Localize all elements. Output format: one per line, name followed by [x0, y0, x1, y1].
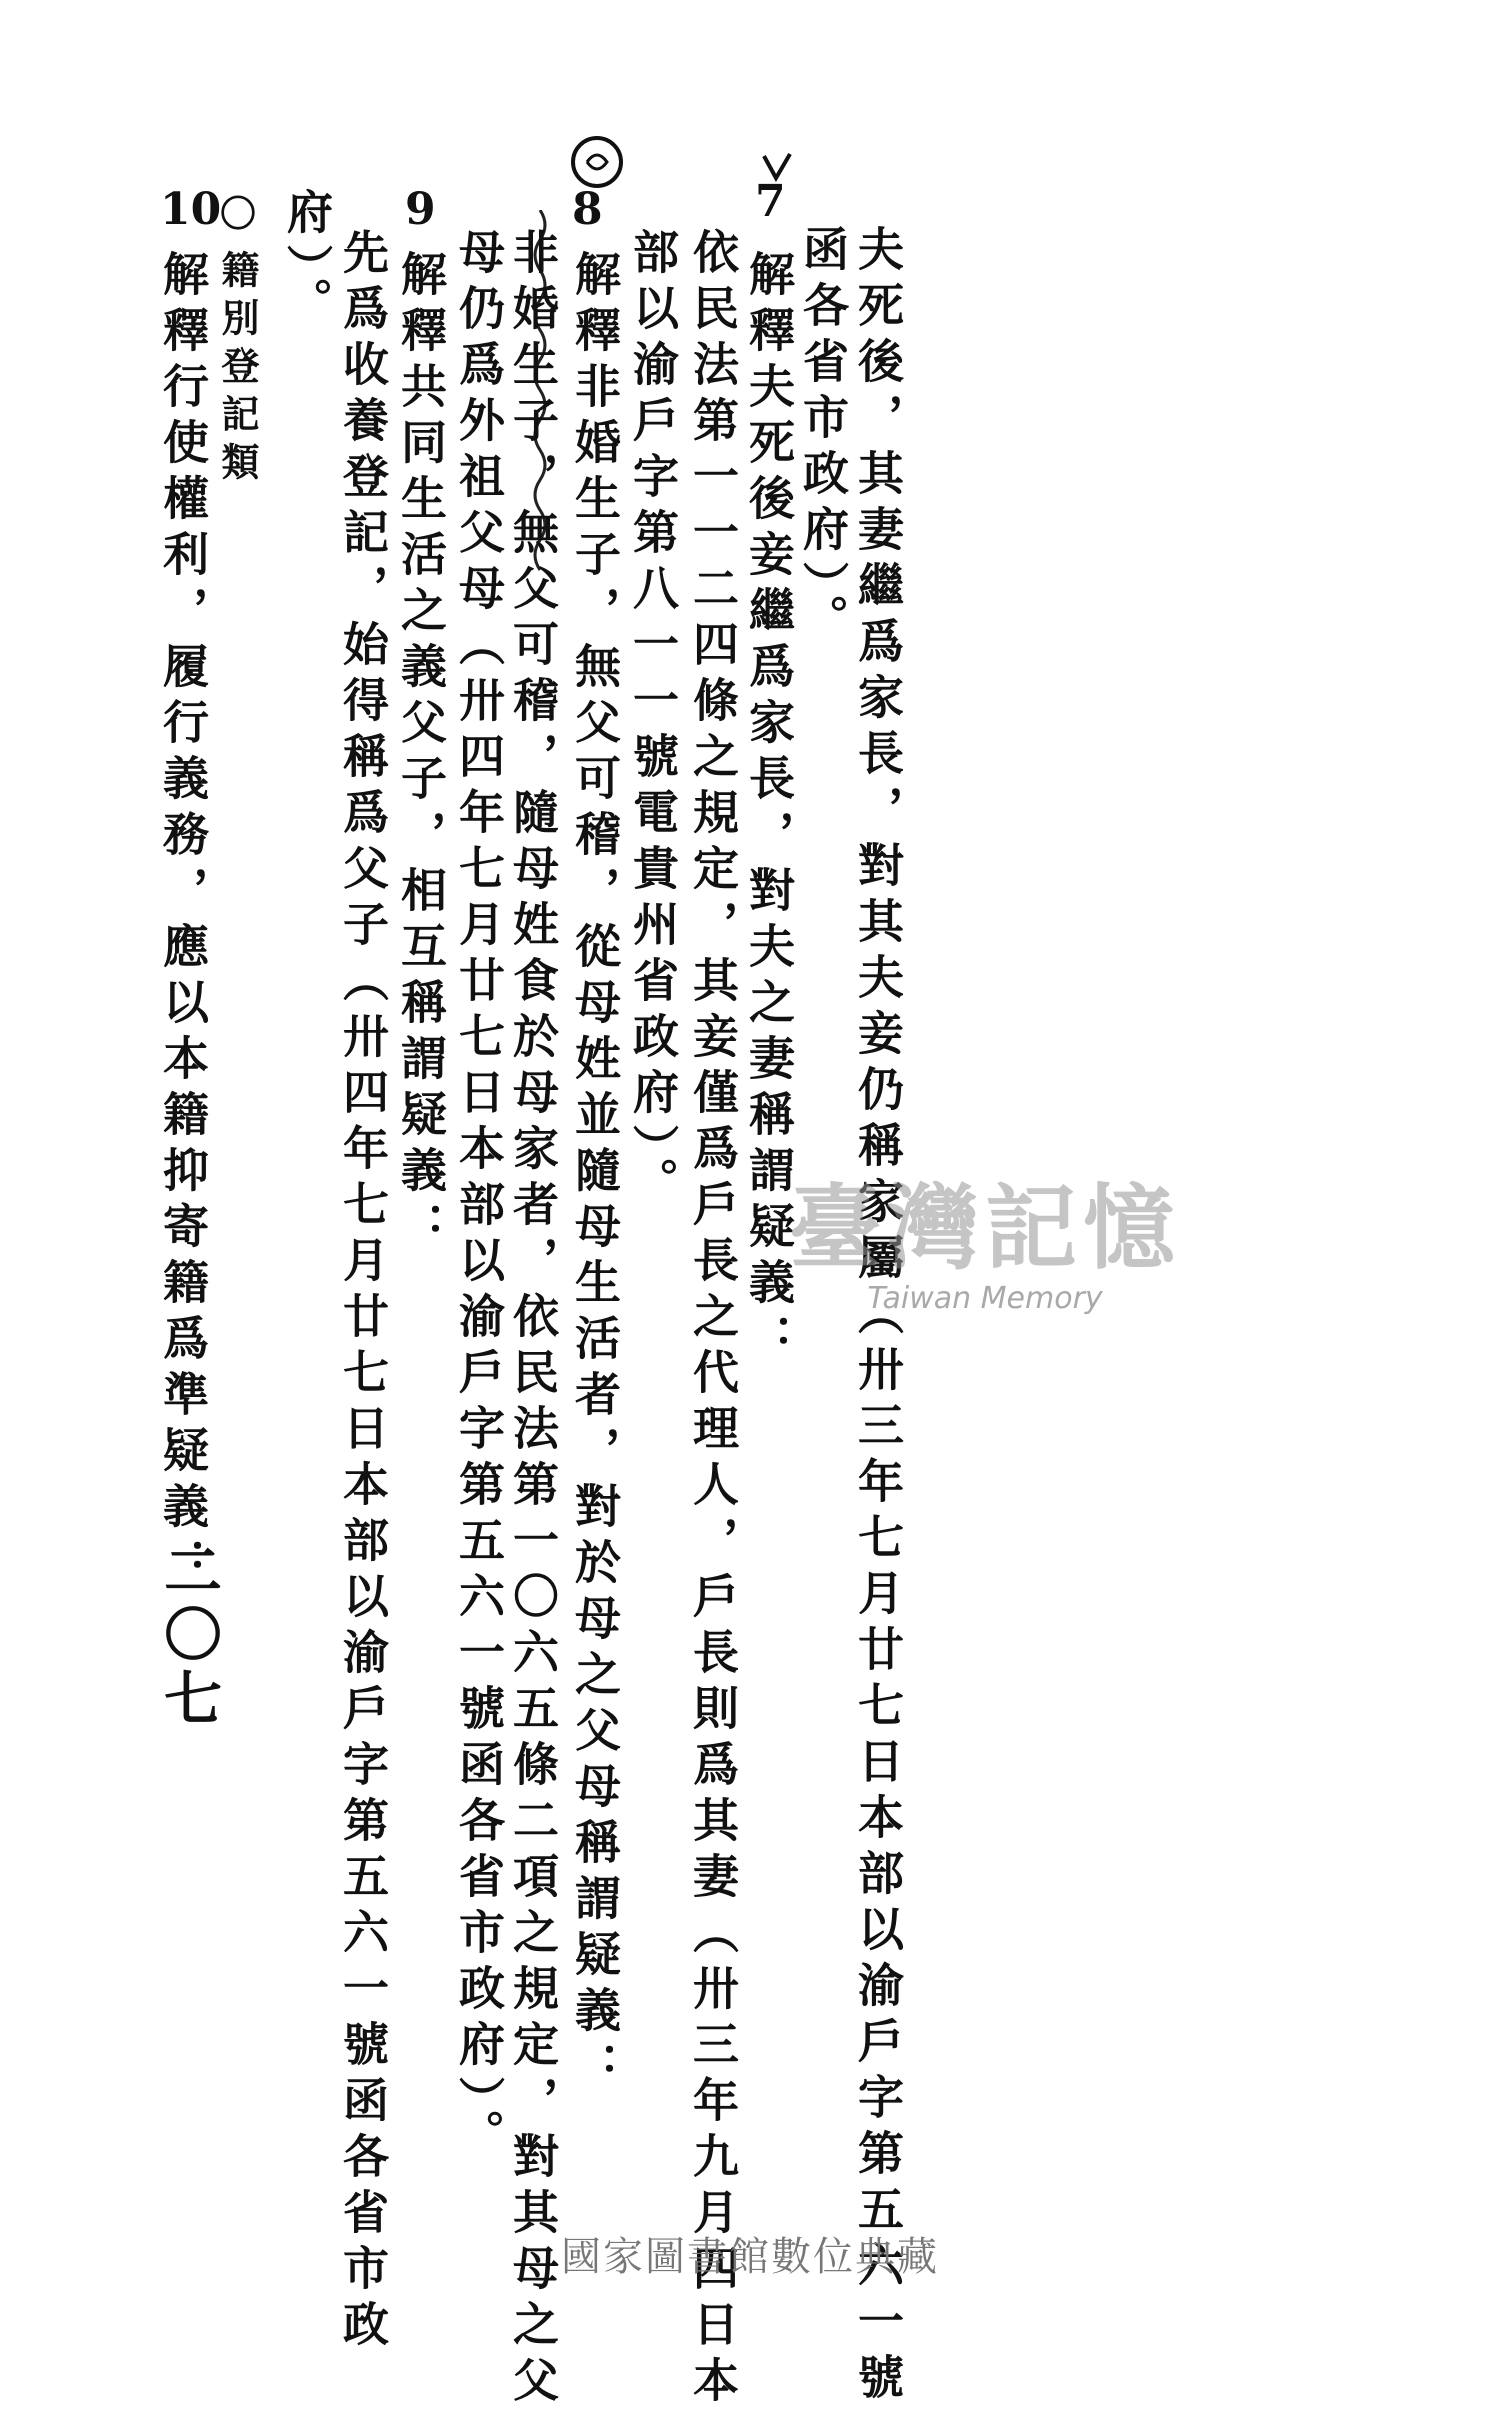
text-column-13: 解釋行使權利，履行義務，應以本籍抑寄籍爲準疑義：	[156, 250, 210, 1594]
text-column-3: 解釋夫死後妾繼爲家長，對夫之妻稱謂疑義：	[742, 250, 796, 1370]
item-number-10: 10	[160, 184, 222, 235]
item-number-8: 8	[572, 184, 603, 235]
watermark-logo	[735, 1155, 1235, 1316]
text-column-6: 解釋非婚生子，無父可稽，從母姓並隨母生活者，對於母之父母稱謂疑義：	[568, 250, 622, 2098]
checkmark-annotation	[760, 150, 794, 184]
item-number-9: 9	[405, 184, 436, 235]
text-column-11: 府）。	[280, 188, 334, 333]
text-column-7: 非婚生子，無父可稽，隨母姓食於母家者，依民法第一〇六五條二項之規定，對其母之父	[506, 228, 560, 2412]
text-column-5: 部以渝戶字第八一一號電貴州省政府）。	[626, 228, 680, 1213]
watermark-main-text: 臺灣記憶	[788, 1175, 1181, 1282]
text-column-12: 籍別登記類	[215, 250, 260, 490]
text-column-2: 函各省市政府）。	[796, 225, 850, 650]
text-column-1: 夫死後，其妻繼爲家長，對其夫妾仍稱家屬（卅三年七月廿七日本部以渝戶字第五六一號	[851, 225, 905, 2409]
footer-credit: 國家圖書館數位典藏	[561, 2234, 939, 2280]
watermark-sub-text: Taiwan Memory	[867, 1281, 1103, 1316]
circle-annotation-mark	[567, 132, 627, 192]
page-number: 二〇七	[154, 1540, 222, 1732]
text-column-10: 先爲收養登記，始得稱爲父子（卅四年七月廿七日本部以渝戶字第五六一號函各省市政	[336, 228, 390, 2356]
text-column-9: 解釋共同生活之義父子，相互稱謂疑義：	[394, 250, 448, 1258]
section-mark: 〇	[220, 193, 257, 235]
text-column-8: 母仍爲外祖父母（卅四年七月廿七日本部以渝戶字第五六一號函各省市政府）。	[452, 228, 506, 2165]
item-number-7: 7	[755, 176, 786, 227]
text-column-4: 依民法第一一二四條之規定，其妾僅爲戶長之代理人，戶長則爲其妻（卅三年九月四日本	[686, 228, 740, 2412]
